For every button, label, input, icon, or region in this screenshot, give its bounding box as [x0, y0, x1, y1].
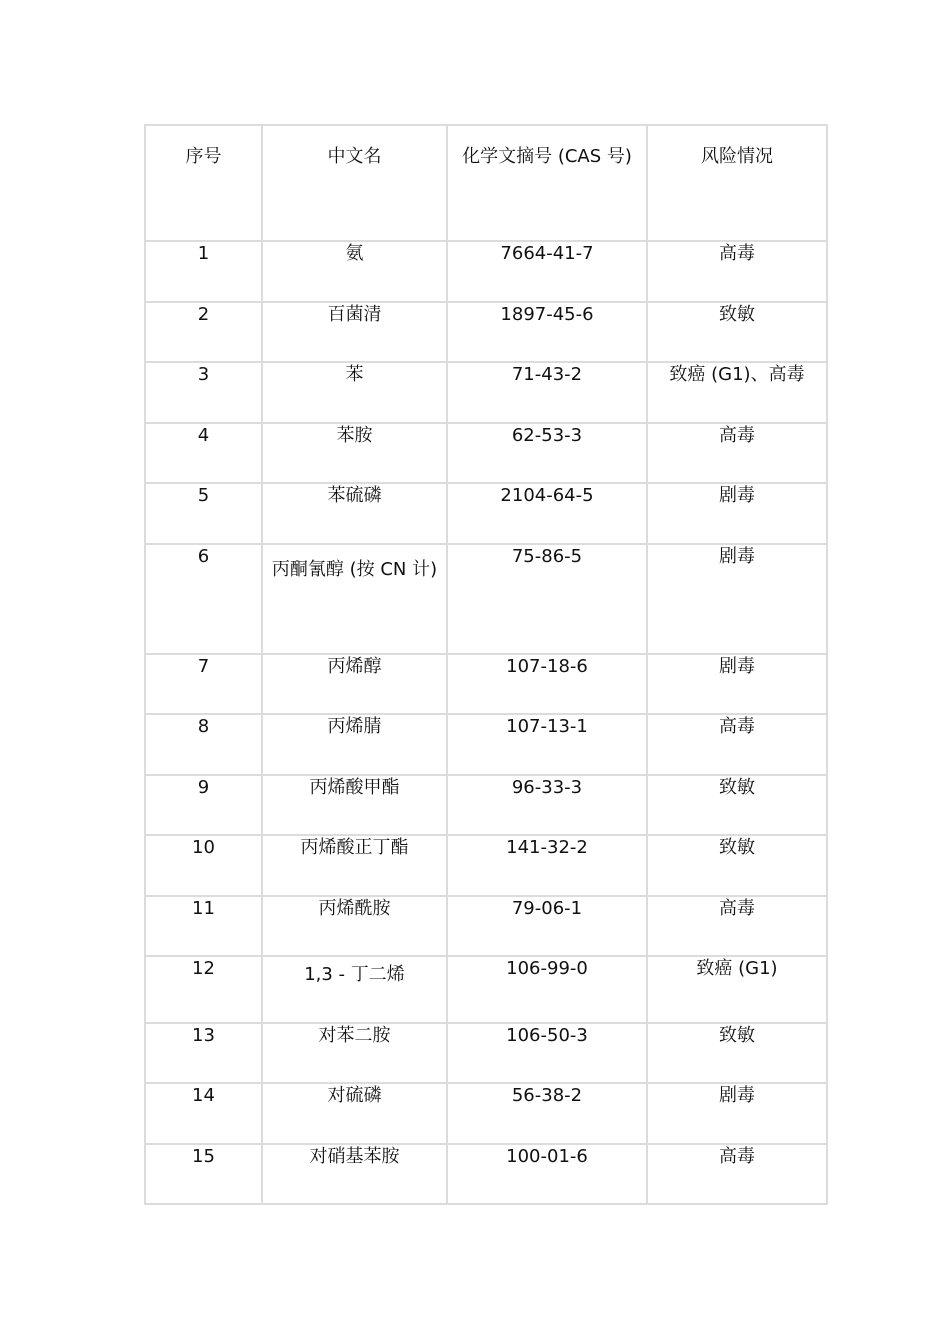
cell-number: 2 — [145, 302, 262, 363]
cell-name: 1,3 - 丁二烯 — [262, 956, 447, 1023]
table-row — [145, 302, 827, 363]
chemical-risk-table — [144, 124, 828, 1205]
table-row — [145, 1144, 827, 1205]
cell-cas: 141-32-2 — [447, 835, 647, 896]
table-row — [145, 1023, 827, 1084]
cell-risk: 致敏 — [647, 835, 827, 896]
table-row — [145, 654, 827, 715]
table-header-row — [145, 125, 827, 241]
cell-name: 丙烯醇 — [262, 654, 447, 715]
cell-cas: 106-99-0 — [447, 956, 647, 1023]
cell-cas: 107-18-6 — [447, 654, 647, 715]
header-chinese-name: 中文名 — [262, 125, 447, 241]
cell-number: 7 — [145, 654, 262, 715]
table-row — [145, 835, 827, 896]
cell-risk: 高毒 — [647, 241, 827, 302]
table-row — [145, 775, 827, 836]
cell-name: 丙烯腈 — [262, 714, 447, 775]
cell-risk: 高毒 — [647, 714, 827, 775]
table-row — [145, 956, 827, 1023]
cell-cas: 2104-64-5 — [447, 483, 647, 544]
cell-name: 丙烯酸正丁酯 — [262, 835, 447, 896]
cell-cas: 107-13-1 — [447, 714, 647, 775]
cell-number: 15 — [145, 1144, 262, 1205]
table-row — [145, 714, 827, 775]
cell-cas: 56-38-2 — [447, 1083, 647, 1144]
cell-risk: 剧毒 — [647, 654, 827, 715]
cell-name: 丙烯酰胺 — [262, 896, 447, 957]
cell-cas: 1897-45-6 — [447, 302, 647, 363]
cell-name: 对硝基苯胺 — [262, 1144, 447, 1205]
header-cas-number: 化学文摘号 (CAS 号) — [447, 125, 647, 241]
table-row — [145, 544, 827, 654]
cell-number: 5 — [145, 483, 262, 544]
cell-cas: 7664-41-7 — [447, 241, 647, 302]
cell-risk: 剧毒 — [647, 1083, 827, 1144]
cell-number: 4 — [145, 423, 262, 484]
table-row — [145, 896, 827, 957]
cell-risk: 高毒 — [647, 896, 827, 957]
cell-risk: 致癌 (G1) — [647, 956, 827, 1023]
cell-number: 6 — [145, 544, 262, 654]
cell-name: 苯胺 — [262, 423, 447, 484]
table-row — [145, 241, 827, 302]
cell-number: 12 — [145, 956, 262, 1023]
cell-number: 1 — [145, 241, 262, 302]
cell-number: 13 — [145, 1023, 262, 1084]
table-row — [145, 423, 827, 484]
cell-name: 百菌清 — [262, 302, 447, 363]
cell-cas: 75-86-5 — [447, 544, 647, 654]
cell-cas: 100-01-6 — [447, 1144, 647, 1205]
cell-cas: 106-50-3 — [447, 1023, 647, 1084]
cell-name: 丙酮氰醇 (按 CN 计) — [262, 544, 447, 654]
cell-risk: 致敏 — [647, 302, 827, 363]
table-row — [145, 1083, 827, 1144]
cell-cas: 96-33-3 — [447, 775, 647, 836]
cell-name: 苯 — [262, 362, 447, 423]
cell-risk: 剧毒 — [647, 483, 827, 544]
table-row — [145, 362, 827, 423]
cell-risk: 剧毒 — [647, 544, 827, 654]
header-number: 序号 — [145, 125, 262, 241]
cell-cas: 62-53-3 — [447, 423, 647, 484]
cell-cas: 71-43-2 — [447, 362, 647, 423]
table-row — [145, 483, 827, 544]
cell-risk: 致敏 — [647, 1023, 827, 1084]
cell-risk: 高毒 — [647, 1144, 827, 1205]
cell-number: 11 — [145, 896, 262, 957]
cell-number: 14 — [145, 1083, 262, 1144]
cell-number: 8 — [145, 714, 262, 775]
cell-risk: 致敏 — [647, 775, 827, 836]
cell-number: 3 — [145, 362, 262, 423]
cell-risk: 高毒 — [647, 423, 827, 484]
cell-name: 对苯二胺 — [262, 1023, 447, 1084]
cell-name: 氨 — [262, 241, 447, 302]
cell-number: 10 — [145, 835, 262, 896]
cell-name: 对硫磷 — [262, 1083, 447, 1144]
header-risk: 风险情况 — [647, 125, 827, 241]
cell-name: 苯硫磷 — [262, 483, 447, 544]
cell-risk: 致癌 (G1)、高毒 — [647, 362, 827, 423]
cell-number: 9 — [145, 775, 262, 836]
cell-name: 丙烯酸甲酯 — [262, 775, 447, 836]
cell-cas: 79-06-1 — [447, 896, 647, 957]
